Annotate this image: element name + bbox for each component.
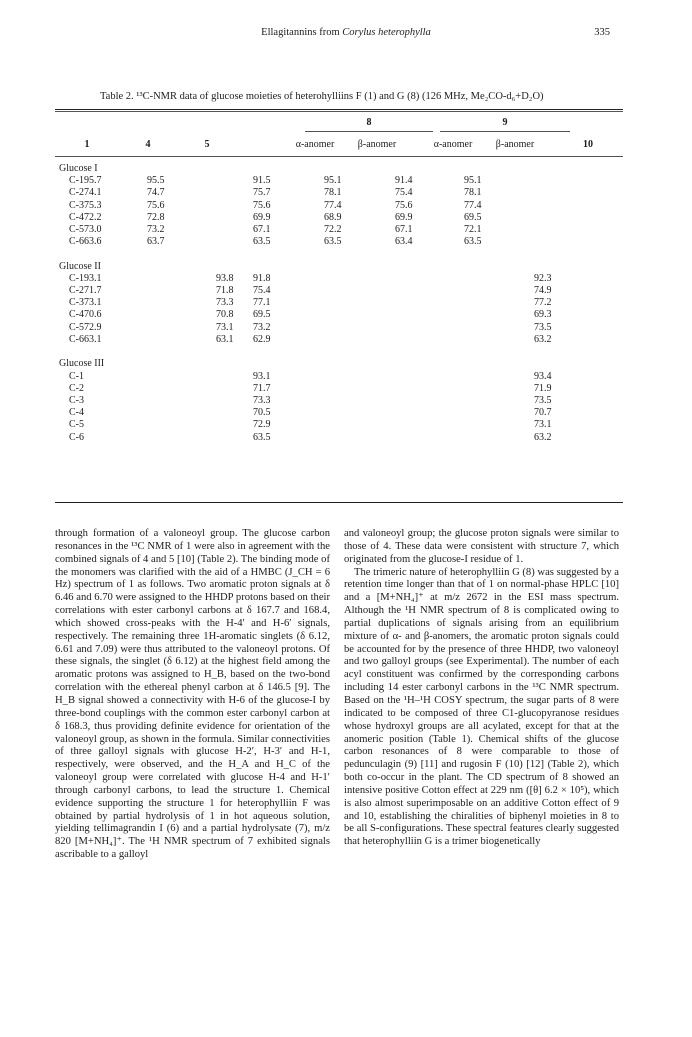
table-cell: 73.3: [253, 394, 271, 406]
table-cell: 75.4: [395, 187, 413, 199]
table-cell: 62.9: [253, 333, 271, 345]
row-label: C-3: [69, 297, 84, 309]
table-cell: 77.4: [464, 199, 482, 211]
row-label: C-1: [69, 175, 84, 187]
table-cell: 95.1: [464, 175, 482, 187]
table-cell: 73.1: [216, 321, 234, 333]
table-cell: 63.2: [534, 431, 552, 443]
table-row: [55, 395, 623, 407]
table-cell: 93.1: [253, 370, 271, 382]
table-cell: 91.5: [253, 175, 271, 187]
table-cell: 74.7: [147, 187, 165, 199]
table-header-rule: [55, 156, 623, 157]
table-cell: 74.1: [84, 187, 102, 199]
table-caption: Table 2. ¹³C-NMR data of glucose moieties of heterohylliins F (1) and G (8) (126 MHz, Me₂CO-d₆+D₂O): [100, 91, 544, 102]
table-cell: 72.8: [147, 211, 165, 223]
group-title: Glucose I: [59, 163, 98, 174]
running-head: [100, 27, 592, 38]
column-header-7: β-anomer: [495, 139, 535, 150]
table-cell: 75.6: [395, 199, 413, 211]
column-header-2: 4: [145, 139, 151, 150]
table-cell: 63.5: [464, 236, 482, 248]
table-cell: 67.1: [395, 223, 413, 235]
table-cell: 74.9: [534, 285, 552, 297]
row-label: C-3: [69, 394, 84, 406]
column-header-4: α-anomer: [295, 139, 335, 150]
table-cell: 77.4: [324, 199, 342, 211]
row-label: C-2: [69, 382, 84, 394]
table-row: [55, 200, 623, 212]
row-label: C-4: [69, 309, 84, 321]
table-row: [55, 187, 623, 199]
table-group: [55, 261, 623, 346]
table-row: [55, 212, 623, 224]
body-paragraph: and valoneoyl group; the glucose proton signals were similar to those of 4. These data were consistent with structure 7, which originated from the glucose-I residue of 1.: [344, 528, 619, 565]
table-cell: 72.2: [84, 211, 102, 223]
table-cell: 69.9: [395, 211, 413, 223]
group-header-9: 9: [502, 117, 508, 128]
row-label: C-2: [69, 187, 84, 199]
table-cell: 63.5: [253, 431, 271, 443]
row-label: C-6: [69, 236, 84, 248]
table-row: [55, 407, 623, 419]
table-cell: 63.1: [216, 333, 234, 345]
table-cell: 73.2: [253, 321, 271, 333]
table-cell: 72.1: [464, 223, 482, 235]
table-row: [55, 419, 623, 431]
group-8-subrule: [305, 131, 433, 132]
table-row: [55, 371, 623, 383]
table-cell: 73.1: [534, 419, 552, 431]
page-number: 335: [594, 27, 610, 38]
table-top-rule-double: [55, 111, 623, 112]
table-cell: 91.4: [395, 175, 413, 187]
table-top-rule: [55, 109, 623, 110]
table-cell: 63.2: [534, 333, 552, 345]
table-cell: 69.5: [253, 309, 271, 321]
column-header-8: 10: [583, 139, 593, 150]
table-cell: 77.2: [534, 297, 552, 309]
body-text-right-column: [344, 528, 619, 849]
row-label: C-6: [69, 333, 84, 345]
table-cell: 68.9: [324, 211, 342, 223]
row-label: C-1: [69, 272, 84, 284]
body-paragraph: The trimeric nature of heterophylliin G (8) was suggested by a retention time longer than that of 1 on normal-phase HPLC [10] and a [M+NH₄]⁺ at m/z 2672 in the ESI mass spectrum. Although the ¹H NMR spectrum of 8 is complicated owing to partial duplications of signals arising from an equilibrium mixture of α- and β-anomers, the aromatic proton signals could be accounted for by the presence of three HHDP, two valoneoyl and two galloyl groups (see Experimental). The number of each acyl constituent was confirmed by the corresponding carbons including 14 ester carbonyl carbons in the ¹³C NMR spectrum. Based on the ¹H–¹H COSY spectrum, the sugar parts of 8 were indicated to be composed of three C1-glucopyranose residues whose hydroxyl groups are all acylated, except for that at the anomeric position (Table 1). Chemical shifts of the glucose carbon resonances of 8 were comparable to those of pedunculagin (9) [11] and rugosin F (10) [12] (Table 2), which both co-occur in the plant. The CD spectrum of 8 showed an intensive positive Cotton effect at 229 nm ([θ] 6.2 × 10⁵), which is also almost superimposable on an additive Cotton effect of 9 and 10, establishing the chiralities of biphenyl moieties in 8 to be all S-configurations. These spectral features clearly suggested that heterophylliin G is a trimer biogenetically: [344, 566, 619, 848]
table-cell: 69.9: [253, 211, 271, 223]
group-9-subrule: [440, 131, 570, 132]
table-row: [55, 383, 623, 395]
table-cell: 75.6: [147, 199, 165, 211]
table-cell: 75.3: [84, 199, 102, 211]
column-header-6: α-anomer: [433, 139, 473, 150]
row-label: C-3: [69, 199, 84, 211]
group-header-8: 8: [366, 117, 372, 128]
running-head-prefix: Ellagitannins from: [261, 27, 343, 38]
column-header-5: β-anomer: [357, 139, 397, 150]
column-header-1: 1: [84, 139, 90, 150]
table-row: [55, 175, 623, 187]
row-label: C-1: [69, 370, 84, 382]
table-cell: 75.4: [253, 285, 271, 297]
table-cell: 72.9: [253, 419, 271, 431]
table-bottom-rule: [55, 502, 623, 503]
table-cell: 63.7: [147, 236, 165, 248]
table-cell: 63.5: [324, 236, 342, 248]
table-row: [55, 322, 623, 334]
table-cell: 73.0: [84, 223, 102, 235]
table-row: [55, 309, 623, 321]
table-cell: 67.1: [253, 223, 271, 235]
table-group: [55, 358, 623, 443]
table-cell: 73.3: [216, 297, 234, 309]
table-cell: 70.6: [84, 309, 102, 321]
table-row: [55, 432, 623, 444]
row-label: C-4: [69, 407, 84, 419]
running-head-italic-title: Corylus heterophylla: [342, 27, 431, 38]
table-row: [55, 285, 623, 297]
column-header-3: 5: [204, 139, 210, 150]
table-cell: 69.3: [534, 309, 552, 321]
table-cell: 73.5: [534, 321, 552, 333]
table-cell: 78.1: [464, 187, 482, 199]
row-label: C-5: [69, 223, 84, 235]
table-cell: 93.1: [84, 272, 102, 284]
row-label: C-2: [69, 285, 84, 297]
row-label: C-5: [69, 321, 84, 333]
table-cell: 63.1: [84, 333, 102, 345]
table-cell: 75.6: [253, 199, 271, 211]
table-cell: 73.5: [534, 394, 552, 406]
table-cell: 91.8: [253, 272, 271, 284]
table-cell: 95.7: [84, 175, 102, 187]
table-cell: 77.1: [253, 297, 271, 309]
row-label: C-5: [69, 419, 84, 431]
table-cell: 78.1: [324, 187, 342, 199]
row-label: C-4: [69, 211, 84, 223]
table-row: [55, 236, 623, 248]
table-cell: 93.8: [216, 272, 234, 284]
table-cell: 71.7: [84, 285, 102, 297]
table-cell: 63.4: [395, 236, 413, 248]
table-cell: 71.8: [216, 285, 234, 297]
table-cell: 92.3: [534, 272, 552, 284]
table-cell: 72.2: [324, 223, 342, 235]
table-cell: 75.7: [253, 187, 271, 199]
table-cell: 71.9: [534, 382, 552, 394]
nmr-table-body: [55, 163, 623, 456]
table-row: [55, 334, 623, 346]
table-cell: 69.5: [464, 211, 482, 223]
table-row: [55, 273, 623, 285]
body-text-left-column: [55, 528, 330, 862]
table-cell: 63.5: [253, 236, 271, 248]
table-cell: 70.7: [534, 407, 552, 419]
table-cell: 95.1: [324, 175, 342, 187]
table-cell: 93.4: [534, 370, 552, 382]
table-group: [55, 163, 623, 248]
table-cell: 70.8: [216, 309, 234, 321]
table-cell: 72.9: [84, 321, 102, 333]
table-row: [55, 297, 623, 309]
body-paragraph: through formation of a valoneoyl group. The glucose carbon resonances in the ¹³C NMR of 1 were also in agreement with the combined signals of 4 and 5 [10] (Table 2). The binding mode of the monomers was clarified with the aid of a HMBC (J_CH = 6 Hz) spectrum of 1 as follows. Two aromatic proton signals at δ 6.46 and 6.70 were assigned to the HHDP protons based on their correlations with ester carbonyl carbons at δ 167.7 and 168.4, which showed cross-peaks with the H-4′ and H-6′ signals, respectively. The remaining three 1H-aromatic singlets (δ 6.12, 6.61 and 7.09) were thus attributed to the valoneoyl protons. Of these signals, the singlet (δ 6.12) at the highest field among the aromatic protons was assigned to H_B, based on the two-bond correlation with the ethereal phenyl carbon at δ 146.5 [9]. The H_B signal showed a connectivity with H-6 of the glucose-I by three-bond couplings with the common ester carbonyl carbon at δ 168.3, thus providing definite evidence for orientation of the valoneoyl group, as shown in the formula. Similar connectivities of three galloyl signals with glucose H-2′, H-3′ and H-1, respectively, were observed, and the H_A and H_C of the valoneoyl group were correlated with glucose H-4 and H-1′ through carbonyl carbons, to lead the structure 1. Chemical evidence supporting the structure 1 for heterophylliin F was obtained by partial hydrolysis of 1 in hot aqueous solution, yielding tellimagrandin I (6) and a partial hydrolysate (7), m/z 820 [M+NH₄]⁺. The ¹H NMR spectrum of 7 exhibited signals ascribable to a galloyl: [55, 528, 330, 861]
table-cell: 63.6: [84, 236, 102, 248]
table-cell: 95.5: [147, 175, 165, 187]
row-label: C-6: [69, 431, 84, 443]
table-cell: 73.2: [147, 223, 165, 235]
group-title: Glucose II: [59, 260, 101, 272]
group-title: Glucose III: [59, 358, 105, 370]
table-cell: 70.5: [253, 407, 271, 419]
table-cell: 71.7: [253, 382, 271, 394]
table-row: [55, 224, 623, 236]
table-cell: 73.1: [84, 297, 102, 309]
